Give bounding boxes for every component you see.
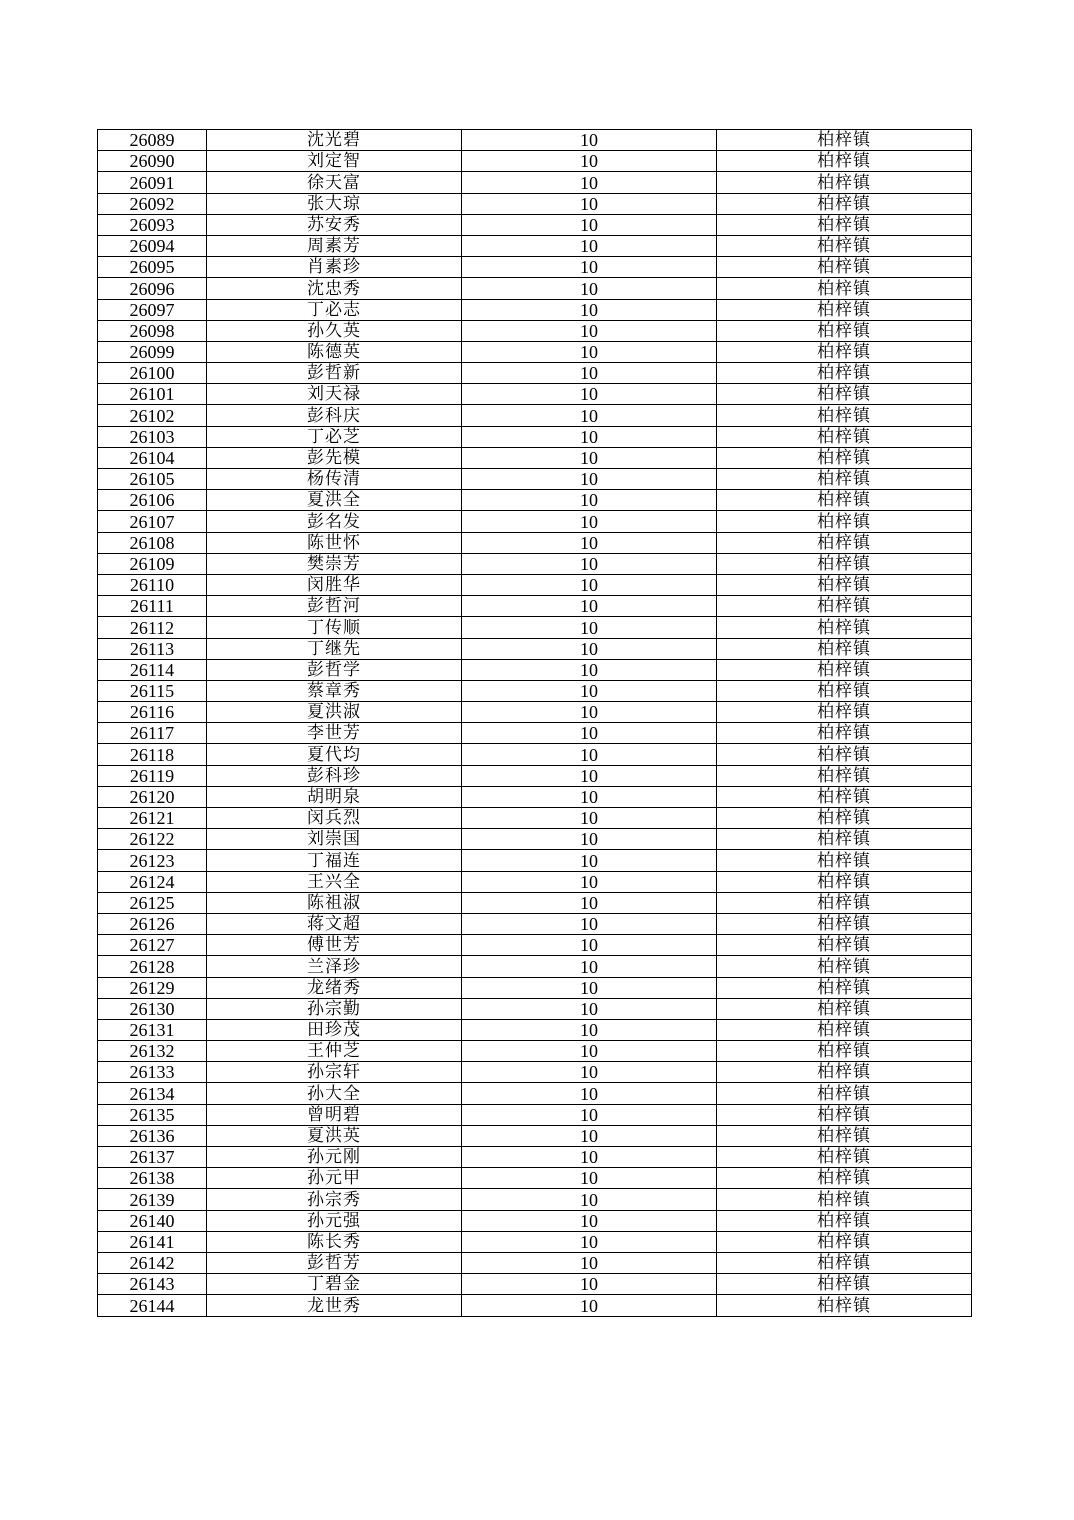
cell-amount: 10 [462,1168,717,1189]
cell-name: 彭先模 [207,447,462,468]
cell-amount: 10 [462,935,717,956]
cell-name: 樊崇芳 [207,553,462,574]
cell-town: 柏梓镇 [717,913,972,934]
cell-amount: 10 [462,702,717,723]
cell-town: 柏梓镇 [717,1104,972,1125]
cell-name: 孙宗勤 [207,998,462,1019]
cell-amount: 10 [462,511,717,532]
table-row [98,1019,972,1040]
cell-id: 26139 [98,1189,207,1210]
cell-name: 孙宗轩 [207,1062,462,1083]
table-row [98,1104,972,1125]
table-row [98,574,972,595]
cell-town: 柏梓镇 [717,511,972,532]
cell-amount: 10 [462,1104,717,1125]
cell-id: 26133 [98,1062,207,1083]
cell-town: 柏梓镇 [717,257,972,278]
cell-town: 柏梓镇 [717,405,972,426]
table-row [98,299,972,320]
cell-town: 柏梓镇 [717,320,972,341]
table-row [98,511,972,532]
cell-name: 孙宗秀 [207,1189,462,1210]
table-row [98,1168,972,1189]
table-row [98,808,972,829]
cell-name: 田珍茂 [207,1019,462,1040]
cell-town: 柏梓镇 [717,490,972,511]
cell-town: 柏梓镇 [717,1189,972,1210]
cell-amount: 10 [462,977,717,998]
cell-id: 26105 [98,469,207,490]
cell-id: 26112 [98,617,207,638]
table-row [98,1295,972,1316]
table-row [98,850,972,871]
cell-name: 曾明碧 [207,1104,462,1125]
cell-id: 26108 [98,532,207,553]
cell-town: 柏梓镇 [717,786,972,807]
table-row [98,617,972,638]
cell-name: 孙元刚 [207,1147,462,1168]
cell-amount: 10 [462,214,717,235]
cell-id: 26104 [98,447,207,468]
cell-town: 柏梓镇 [717,447,972,468]
cell-amount: 10 [462,1083,717,1104]
cell-amount: 10 [462,1019,717,1040]
cell-amount: 10 [462,574,717,595]
cell-id: 26116 [98,702,207,723]
cell-name: 刘崇国 [207,829,462,850]
cell-id: 26102 [98,405,207,426]
cell-amount: 10 [462,490,717,511]
cell-town: 柏梓镇 [717,363,972,384]
cell-name: 彭科珍 [207,765,462,786]
cell-town: 柏梓镇 [717,193,972,214]
table-row [98,426,972,447]
cell-name: 孙元强 [207,1210,462,1231]
cell-amount: 10 [462,532,717,553]
table-row [98,659,972,680]
cell-id: 26121 [98,808,207,829]
table-row [98,596,972,617]
cell-name: 蒋文超 [207,913,462,934]
cell-name: 龙绪秀 [207,977,462,998]
cell-amount: 10 [462,723,717,744]
cell-amount: 10 [462,786,717,807]
cell-amount: 10 [462,596,717,617]
cell-name: 夏洪全 [207,490,462,511]
cell-id: 26137 [98,1147,207,1168]
table-row [98,1125,972,1146]
cell-town: 柏梓镇 [717,829,972,850]
cell-town: 柏梓镇 [717,574,972,595]
cell-amount: 10 [462,151,717,172]
cell-name: 孙久英 [207,320,462,341]
cell-name: 王仲芝 [207,1041,462,1062]
cell-id: 26098 [98,320,207,341]
cell-name: 陈长秀 [207,1231,462,1252]
table-row [98,1041,972,1062]
cell-name: 兰泽珍 [207,956,462,977]
cell-name: 陈世怀 [207,532,462,553]
cell-id: 26091 [98,172,207,193]
cell-amount: 10 [462,998,717,1019]
cell-town: 柏梓镇 [717,956,972,977]
cell-id: 26118 [98,744,207,765]
table-row [98,363,972,384]
cell-name: 丁必芝 [207,426,462,447]
cell-amount: 10 [462,341,717,362]
cell-id: 26128 [98,956,207,977]
table-row [98,193,972,214]
cell-id: 26090 [98,151,207,172]
cell-amount: 10 [462,913,717,934]
cell-amount: 10 [462,871,717,892]
cell-amount: 10 [462,130,717,151]
table-row [98,786,972,807]
table-row [98,1147,972,1168]
cell-town: 柏梓镇 [717,723,972,744]
cell-amount: 10 [462,469,717,490]
cell-town: 柏梓镇 [717,617,972,638]
cell-id: 26101 [98,384,207,405]
cell-name: 蔡章秀 [207,680,462,701]
cell-id: 26103 [98,426,207,447]
table-row [98,151,972,172]
cell-id: 26134 [98,1083,207,1104]
cell-name: 陈祖淑 [207,892,462,913]
cell-amount: 10 [462,172,717,193]
cell-name: 彭名发 [207,511,462,532]
cell-id: 26100 [98,363,207,384]
cell-amount: 10 [462,659,717,680]
cell-id: 26119 [98,765,207,786]
cell-amount: 10 [462,1147,717,1168]
cell-id: 26124 [98,871,207,892]
cell-amount: 10 [462,257,717,278]
cell-id: 26135 [98,1104,207,1125]
table-body [98,130,972,1317]
cell-name: 张大琼 [207,193,462,214]
cell-town: 柏梓镇 [717,172,972,193]
table-row [98,1274,972,1295]
cell-id: 26131 [98,1019,207,1040]
cell-id: 26111 [98,596,207,617]
cell-town: 柏梓镇 [717,1295,972,1316]
cell-town: 柏梓镇 [717,808,972,829]
table-row [98,744,972,765]
cell-town: 柏梓镇 [717,744,972,765]
table-row [98,130,972,151]
cell-amount: 10 [462,638,717,659]
cell-town: 柏梓镇 [717,1231,972,1252]
cell-name: 丁必志 [207,299,462,320]
cell-town: 柏梓镇 [717,1125,972,1146]
table-row [98,447,972,468]
cell-name: 孙元甲 [207,1168,462,1189]
cell-name: 沈忠秀 [207,278,462,299]
cell-name: 刘天禄 [207,384,462,405]
cell-name: 彭哲学 [207,659,462,680]
table-row [98,892,972,913]
cell-name: 龙世秀 [207,1295,462,1316]
cell-town: 柏梓镇 [717,130,972,151]
cell-id: 26141 [98,1231,207,1252]
table-row [98,172,972,193]
cell-amount: 10 [462,956,717,977]
table-row [98,214,972,235]
cell-town: 柏梓镇 [717,659,972,680]
cell-id: 26122 [98,829,207,850]
cell-town: 柏梓镇 [717,596,972,617]
table-row [98,1083,972,1104]
cell-id: 26096 [98,278,207,299]
table-row [98,469,972,490]
cell-name: 苏安秀 [207,214,462,235]
cell-name: 陈德英 [207,341,462,362]
cell-amount: 10 [462,765,717,786]
cell-town: 柏梓镇 [717,341,972,362]
table-row [98,956,972,977]
cell-name: 沈光碧 [207,130,462,151]
cell-amount: 10 [462,1295,717,1316]
cell-id: 26109 [98,553,207,574]
cell-amount: 10 [462,1252,717,1273]
cell-amount: 10 [462,680,717,701]
cell-name: 周素芳 [207,235,462,256]
cell-id: 26092 [98,193,207,214]
cell-id: 26097 [98,299,207,320]
cell-id: 26130 [98,998,207,1019]
cell-town: 柏梓镇 [717,1274,972,1295]
cell-town: 柏梓镇 [717,977,972,998]
cell-name: 彭哲芳 [207,1252,462,1273]
table-row [98,723,972,744]
cell-amount: 10 [462,405,717,426]
cell-name: 徐天富 [207,172,462,193]
cell-town: 柏梓镇 [717,871,972,892]
cell-amount: 10 [462,363,717,384]
cell-name: 夏洪英 [207,1125,462,1146]
cell-id: 26120 [98,786,207,807]
cell-amount: 10 [462,1189,717,1210]
cell-name: 李世芳 [207,723,462,744]
cell-id: 26099 [98,341,207,362]
cell-id: 26106 [98,490,207,511]
cell-town: 柏梓镇 [717,935,972,956]
cell-town: 柏梓镇 [717,1083,972,1104]
cell-name: 夏洪淑 [207,702,462,723]
cell-town: 柏梓镇 [717,1168,972,1189]
table-row [98,913,972,934]
cell-town: 柏梓镇 [717,1062,972,1083]
cell-town: 柏梓镇 [717,892,972,913]
table-row [98,341,972,362]
cell-name: 杨传清 [207,469,462,490]
cell-town: 柏梓镇 [717,426,972,447]
cell-town: 柏梓镇 [717,1041,972,1062]
cell-town: 柏梓镇 [717,151,972,172]
cell-id: 26142 [98,1252,207,1273]
table-row [98,680,972,701]
cell-amount: 10 [462,744,717,765]
table-row [98,1189,972,1210]
table-row [98,935,972,956]
cell-town: 柏梓镇 [717,638,972,659]
cell-id: 26132 [98,1041,207,1062]
cell-town: 柏梓镇 [717,1019,972,1040]
table-row [98,702,972,723]
table-row [98,384,972,405]
cell-name: 彭科庆 [207,405,462,426]
table-row [98,977,972,998]
cell-amount: 10 [462,1062,717,1083]
cell-amount: 10 [462,1210,717,1231]
table-row [98,278,972,299]
cell-amount: 10 [462,447,717,468]
cell-amount: 10 [462,553,717,574]
cell-id: 26129 [98,977,207,998]
table-row [98,532,972,553]
table-row [98,1210,972,1231]
cell-amount: 10 [462,278,717,299]
cell-town: 柏梓镇 [717,680,972,701]
cell-id: 26140 [98,1210,207,1231]
cell-town: 柏梓镇 [717,553,972,574]
cell-name: 孙大全 [207,1083,462,1104]
table-row [98,490,972,511]
table-row [98,1252,972,1273]
cell-amount: 10 [462,808,717,829]
cell-id: 26093 [98,214,207,235]
cell-town: 柏梓镇 [717,532,972,553]
cell-amount: 10 [462,235,717,256]
cell-amount: 10 [462,1041,717,1062]
cell-town: 柏梓镇 [717,214,972,235]
cell-id: 26127 [98,935,207,956]
table-row [98,405,972,426]
cell-id: 26089 [98,130,207,151]
cell-id: 26117 [98,723,207,744]
cell-town: 柏梓镇 [717,850,972,871]
cell-amount: 10 [462,1274,717,1295]
cell-town: 柏梓镇 [717,1252,972,1273]
table-row [98,257,972,278]
cell-town: 柏梓镇 [717,1210,972,1231]
cell-town: 柏梓镇 [717,469,972,490]
cell-town: 柏梓镇 [717,299,972,320]
cell-id: 26138 [98,1168,207,1189]
cell-town: 柏梓镇 [717,235,972,256]
cell-name: 刘定智 [207,151,462,172]
cell-amount: 10 [462,320,717,341]
table-row [98,235,972,256]
cell-name: 彭哲河 [207,596,462,617]
table-row [98,553,972,574]
cell-id: 26136 [98,1125,207,1146]
cell-id: 26125 [98,892,207,913]
cell-amount: 10 [462,1125,717,1146]
cell-id: 26123 [98,850,207,871]
table-row [98,829,972,850]
cell-amount: 10 [462,299,717,320]
cell-id: 26095 [98,257,207,278]
cell-id: 26107 [98,511,207,532]
table-row [98,1231,972,1252]
cell-amount: 10 [462,1231,717,1252]
cell-name: 丁传顺 [207,617,462,638]
cell-id: 26114 [98,659,207,680]
cell-amount: 10 [462,829,717,850]
cell-name: 王兴全 [207,871,462,892]
cell-amount: 10 [462,850,717,871]
cell-name: 闵胜华 [207,574,462,595]
cell-town: 柏梓镇 [717,765,972,786]
table-row [98,765,972,786]
cell-amount: 10 [462,892,717,913]
cell-id: 26143 [98,1274,207,1295]
cell-name: 彭哲新 [207,363,462,384]
cell-town: 柏梓镇 [717,998,972,1019]
cell-name: 肖素珍 [207,257,462,278]
cell-id: 26144 [98,1295,207,1316]
cell-name: 丁继先 [207,638,462,659]
cell-name: 闵兵烈 [207,808,462,829]
cell-amount: 10 [462,193,717,214]
cell-id: 26126 [98,913,207,934]
cell-town: 柏梓镇 [717,1147,972,1168]
table-row [98,1062,972,1083]
cell-name: 夏代均 [207,744,462,765]
table-row [98,998,972,1019]
cell-town: 柏梓镇 [717,278,972,299]
cell-name: 丁碧金 [207,1274,462,1295]
cell-id: 26113 [98,638,207,659]
data-table [97,129,972,1317]
cell-id: 26094 [98,235,207,256]
cell-name: 傅世芳 [207,935,462,956]
table-row [98,320,972,341]
cell-id: 26110 [98,574,207,595]
cell-name: 丁福连 [207,850,462,871]
table-row [98,871,972,892]
cell-town: 柏梓镇 [717,384,972,405]
cell-amount: 10 [462,384,717,405]
cell-name: 胡明泉 [207,786,462,807]
table-row [98,638,972,659]
cell-id: 26115 [98,680,207,701]
cell-amount: 10 [462,617,717,638]
cell-amount: 10 [462,426,717,447]
cell-town: 柏梓镇 [717,702,972,723]
